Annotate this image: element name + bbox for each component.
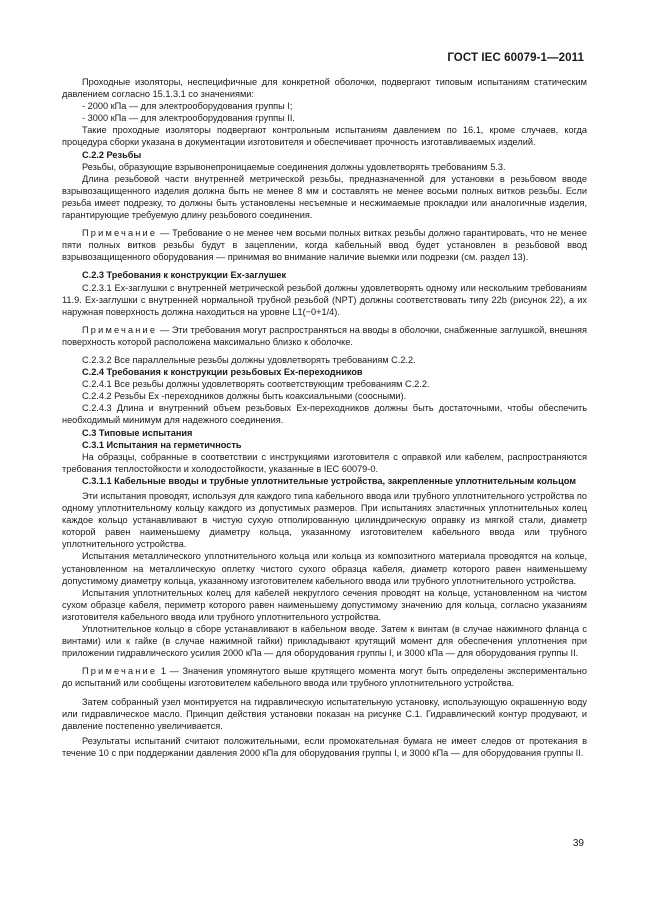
paragraph: Результаты испытаний считают положительными, если промокательная бумага не имеет следов от протекания в течение 10 с при поддержании давления 2000 кПа для оборудования группы I, и 3000 кПа — для оборудования группы II.	[62, 735, 587, 758]
document-body	[62, 76, 587, 759]
section-heading: С.2.3 Требования к конструкции Ex-заглушек	[82, 270, 287, 281]
section-heading: С.3.1 Испытания на герметичность	[82, 439, 242, 450]
paragraph: Испытания металлического уплотнительного кольца или кольца из композитного материала проводятся на кольце, установленном на металлическую оплетку чистого сухого образца кабеля, диаметр которого равен наименьшему допустимому диаметру кольца, указанному изготовителем кабельного ввода или трубного уплотнительного устройства.	[62, 551, 587, 586]
section-heading: С.3 Типовые испытания	[82, 427, 193, 438]
section-heading: С.2.4 Требования к конструкции резьбовых Ex-переходников	[82, 367, 363, 378]
paragraph: С.2.4.2 Резьбы Ex -переходников должны быть коаксиальными (соосными).	[82, 391, 407, 402]
paragraph: Эти испытания проводят, используя для каждого типа кабельного ввода или трубного уплотнительного устройства по одному уплотнительному кольцу каждого из допустимых размеров. При испытаниях эластичных уплотнительных колец каждое кольцо устанавливают в чистую сухую отполированную цилиндрическую оправку из мягкой стали, диаметр которой равен наименьшему диаметру кольца, указанному изготовителем кабельного ввода или трубного уплотнительного устройства.	[62, 491, 587, 550]
paragraph: Резьбы, образующие взрывонепроницаемые соединения должны удовлетворять требованиям 5.3.	[82, 161, 506, 172]
paragraph: Проходные изоляторы, неспецифичные для конкретной оболочки, подвергают типовым испытаниям статическим давлением согласно 15.1.3.1 со значениями:	[62, 77, 587, 100]
paragraph: Испытания уплотнительных колец для кабелей некруглого сечения проводят на кольце, установленном на чистом сухом образце кабеля, периметр которого равен наименьшему допустимому значению для кольца, согласно указаниям изготовителя кабельного ввода или трубного уплотнительного устройства.	[62, 587, 587, 622]
document-code-header: ГОСТ IEC 60079-1—2011	[447, 52, 584, 64]
page-number: 39	[572, 838, 584, 849]
note	[62, 324, 587, 348]
note	[62, 227, 587, 263]
paragraph: Затем собранный узел монтируется на гидравлическую испытательную установку, использующую окрашенную воду или гидравлическое масло. Принцип действия установки показан на рисунке С.1. Гидравлический контур продувают, и давление постепенно увеличивается.	[62, 696, 587, 731]
note-text: 1 — Значения упомянутого выше крутящего момента могут быть определены экспериментально до испытаний или сообщены изготовителем кабельного ввода или трубного уплотнительного устройства.	[62, 666, 587, 689]
paragraph: Такие проходные изоляторы подвергают контрольным испытаниям давлением по 16.1, кроме случаев, когда процедура сборки указана в документации изготовителя и обеспечивает прочность изготавливаемых изделий.	[62, 125, 587, 148]
note-label: Примечание	[82, 666, 158, 677]
note-text: — Требование о не менее чем восьми полных витках резьбы должно гарантировать, что не менее пяти полных витков резьбы будут в зацеплении, когда кабельный ввод будет установлен в резьбовой ввод взрывозащищенного оборудования — принимая во внимание наличие выемки или подрезки (см. раздел 13).	[62, 228, 587, 263]
paragraph: Уплотнительное кольцо в сборе устанавливают в кабельном вводе. Затем к винтам (в случае нажимного фланца с винтами) или к гайке (в случае нажимной гайки) прикладывают крутящий момент для обеспечения уплотнения при приложении гидравлического усилия 2000 кПа — для оборудования группы I, и 3000 кПа — для оборудования группы II.	[62, 624, 587, 659]
list-item: - 3000 кПа — для электрооборудования группы II.	[82, 113, 295, 124]
note-label: Примечание	[82, 324, 158, 335]
section-heading: С.2.2 Резьбы	[82, 149, 142, 160]
paragraph: С.2.4.3 Длина и внутренний объем резьбовых Ex-переходников должны быть достаточными, чтобы обеспечить необходимый минимум для надежного соединения.	[62, 403, 587, 426]
paragraph: Длина резьбовой части внутренней метрической резьбы, предназначенной для установки в резьбовом вводе взрывозащищенного изделия должна быть не менее 8 мм и составлять не менее восьми полных витков резьбы. Если резьба имеет подрезку, то должны быть установлены несъемные и несжимаемые прокладки или аналогичные изделия, гарантирующие требуемую длину резьбового соединения.	[62, 173, 587, 221]
section-heading: С.3.1.1 Кабельные вводы и трубные уплотнительные устройства, закрепленные уплотнительным кольцом	[82, 475, 577, 486]
note	[62, 665, 587, 689]
paragraph: С.2.3.1 Ex-заглушки с внутренней метрической резьбой должны удовлетворять одному или нескольким требованиям 11.9. Ex-заглушки с внутренней нормальной трубной резьбой (NPT) должны соответствовать типу 22b (рисунок 22), а их наружная поверхность должна находиться на уровне L1(−0+1/4).	[62, 282, 587, 317]
paragraph: С.2.3.2 Все параллельные резьбы должны удовлетворять требованиям С.2.2.	[82, 354, 416, 365]
note-label: Примечание	[82, 228, 158, 239]
note-text: — Эти требования могут распространяться на вводы в оболочки, снабженные заглушкой, внешняя поверхность которой расположена максимально близко к оболочке.	[62, 324, 587, 347]
list-item: - 2000 кПа — для электрооборудования группы I;	[82, 101, 293, 112]
paragraph: С.2.4.1 Все резьбы должны удовлетворять соответствующим требованиям С.2.2.	[82, 379, 430, 390]
paragraph: На образцы, собранные в соответствии с инструкциями изготовителя с оправкой или кабелем, распространяются требования теплостойкости и холодостойкости, указанные в IEC 60079-0.	[62, 451, 587, 474]
